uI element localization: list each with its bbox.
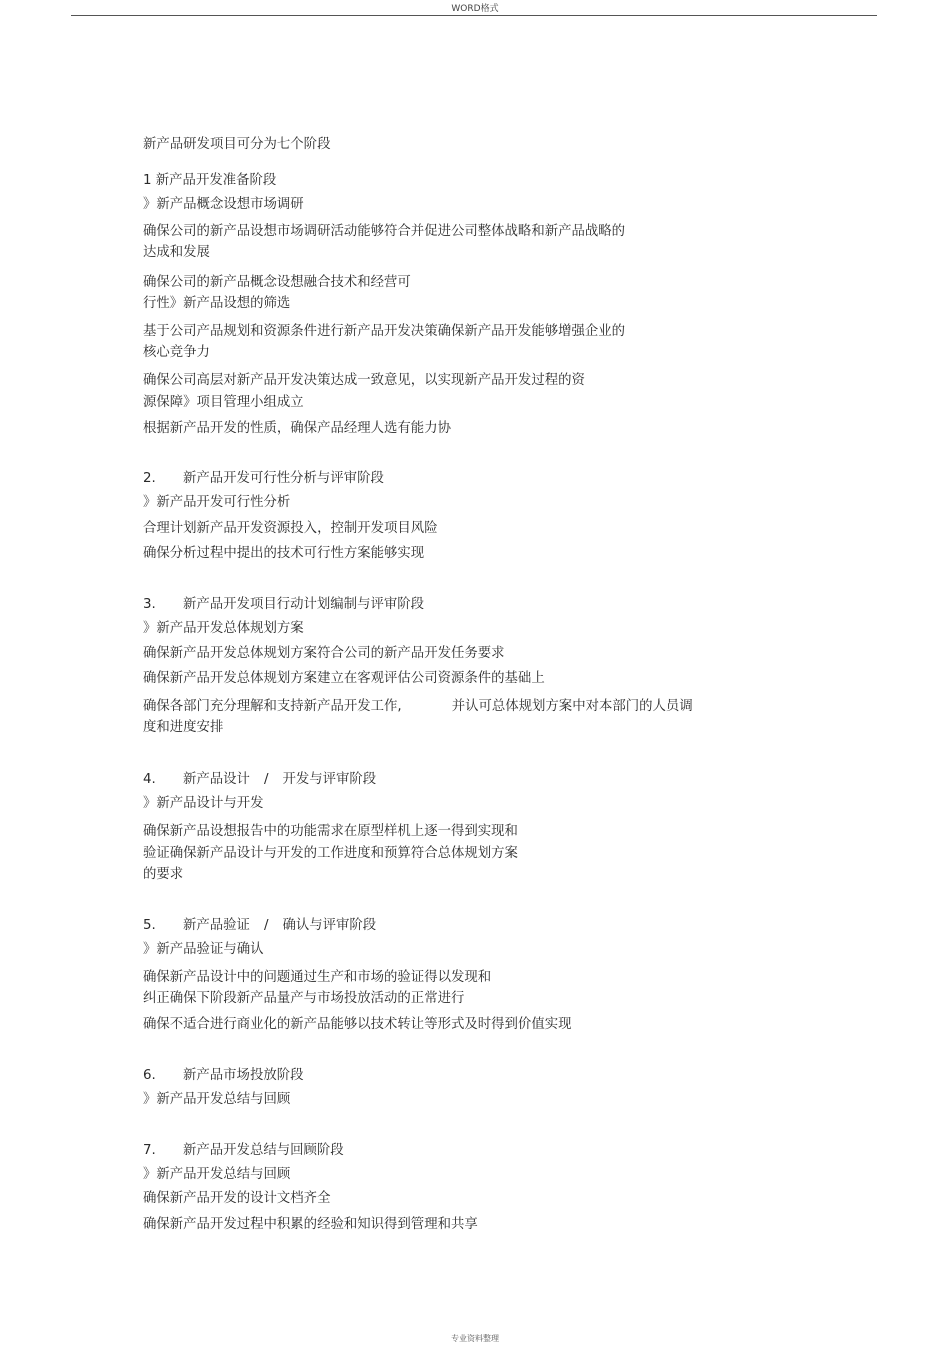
section-2-number: 2. [143,471,156,486]
section-1-line-7: 核心竞争力 [143,345,210,360]
section-1-line-6: 基于公司产品规划和资源条件进行新产品开发决策确保新产品开发能够增强企业的 [143,324,626,339]
section-1-line-4: 确保公司的新产品概念设想融合技术和经营可 [143,275,411,290]
section-1-heading: 1 新产品开发准备阶段 [143,173,277,188]
section-4-line-4: 的要求 [143,867,184,882]
section-2-heading [143,470,384,488]
section-5-title-a: 新产品验证 [183,918,250,933]
section-3-title: 新产品开发项目行动计划编制与评审阶段 [183,597,425,612]
section-3-line-2: 确保新产品开发总体规划方案符合公司的新产品开发任务要求 [143,646,505,661]
section-7-line-3: 确保新产品开发过程中积累的经验和知识得到管理和共享 [143,1217,478,1232]
section-3-line-4-part-a: 确保各部门充分理解和支持新产品开发工作, [143,699,402,714]
section-5-line-4: 确保不适合进行商业化的新产品能够以技术转让等形式及时得到价值实现 [143,1017,572,1032]
section-1-line-10: 根据新产品开发的性质，确保产品经理人选有能力协 [143,421,451,436]
section-3-heading [143,596,424,614]
section-2-line-1: 》新产品开发可行性分析 [143,495,291,510]
section-1-line-9: 源保障》项目管理小组成立 [143,395,304,410]
section-4-title-a: 新产品设计 [183,772,250,787]
section-7-heading [143,1142,344,1160]
section-7-line-1: 》新产品开发总结与回顾 [143,1167,291,1182]
section-1-line-2: 确保公司的新产品设想市场调研活动能够符合并促进公司整体战略和新产品战略的 [143,224,626,239]
section-6-title: 新产品市场投放阶段 [183,1068,304,1083]
section-7-title: 新产品开发总结与回顾阶段 [183,1143,344,1158]
section-3-number: 3. [143,597,156,612]
section-4-line-2: 确保新产品设想报告中的功能需求在原型样机上逐一得到实现和 [143,824,518,839]
section-4-line-1: 》新产品设计与开发 [143,796,264,811]
section-5-slash: / [263,918,269,933]
section-6-heading [143,1067,304,1085]
section-7-number: 7. [143,1143,156,1158]
section-1-line-5: 行性》新产品设想的筛选 [143,296,291,311]
section-5-title-b: 确认与评审阶段 [282,918,377,933]
section-5-line-2: 确保新产品设计中的问题通过生产和市场的验证得以发现和 [143,970,492,985]
section-3-line-3: 确保新产品开发总体规划方案建立在客观评估公司资源条件的基础上 [143,671,545,686]
section-4-number: 4. [143,772,156,787]
section-1-line-3: 达成和发展 [143,245,210,260]
section-4-heading [143,771,376,789]
section-3-line-1: 》新产品开发总体规划方案 [143,621,304,636]
section-2-line-3: 确保分析过程中提出的技术可行性方案能够实现 [143,546,425,561]
section-5-heading [143,917,376,935]
page-footer: 专业资料整理 [451,1334,499,1343]
section-4-title-b: 开发与评审阶段 [282,772,377,787]
section-1-line-1: 》新产品概念设想市场调研 [143,197,304,212]
section-3-line-4 [143,698,693,716]
section-3-line-4-part-b: 并认可总体规划方案中对本部门的人员调 [451,699,693,714]
section-3-line-5: 度和进度安排 [143,720,224,735]
section-4-slash: / [263,772,269,787]
section-5-number: 5. [143,918,156,933]
intro-text: 新产品研发项目可分为七个阶段 [143,137,331,152]
section-4-line-3: 验证确保新产品设计与开发的工作进度和预算符合总体规划方案 [143,846,518,861]
section-7-line-2: 确保新产品开发的设计文档齐全 [143,1191,331,1206]
section-6-line-1: 》新产品开发总结与回顾 [143,1092,291,1107]
section-5-line-1: 》新产品验证与确认 [143,942,264,957]
section-6-number: 6. [143,1068,156,1083]
header-text: WORD格式 [451,4,499,14]
section-2-line-2: 合理计划新产品开发资源投入，控制开发项目风险 [143,521,438,536]
section-2-title: 新产品开发可行性分析与评审阶段 [183,471,384,486]
section-1-line-8: 确保公司高层对新产品开发决策达成一致意见，以实现新产品开发过程的资 [143,373,585,388]
header-divider [71,15,877,16]
section-5-line-3: 纠正确保下阶段新产品量产与市场投放活动的正常进行 [143,991,465,1006]
